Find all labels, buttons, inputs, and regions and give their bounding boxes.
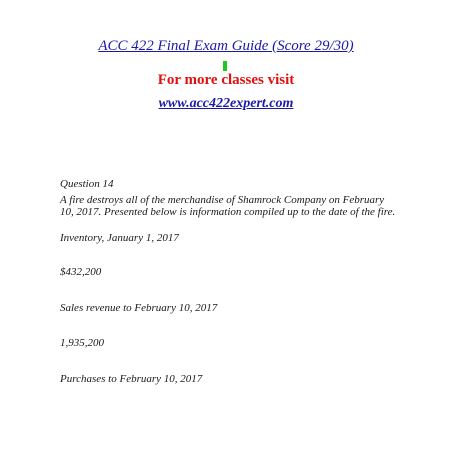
inventory-label: Inventory, January 1, 2017 — [60, 232, 179, 244]
question-number: Question 14 — [60, 178, 114, 190]
purchases-label: Purchases to February 10, 2017 — [60, 373, 203, 385]
inventory-value: $432,200 — [60, 266, 102, 278]
sales-revenue-label: Sales revenue to February 10, 2017 — [60, 302, 218, 314]
green-marker — [223, 61, 227, 71]
question-description: A fire destroys all of the merchandise of Shamrock Company on February 10, 2017. Presented below is information compiled up to the date of the fire. — [60, 194, 396, 218]
document-title: ACC 422 Final Exam Guide (Score 29/30) — [98, 38, 354, 54]
sales-revenue-value: 1,935,200 — [60, 337, 104, 349]
website-link[interactable]: www.acc422expert.com — [158, 96, 294, 111]
promo-text: For more classes visit — [157, 72, 295, 88]
